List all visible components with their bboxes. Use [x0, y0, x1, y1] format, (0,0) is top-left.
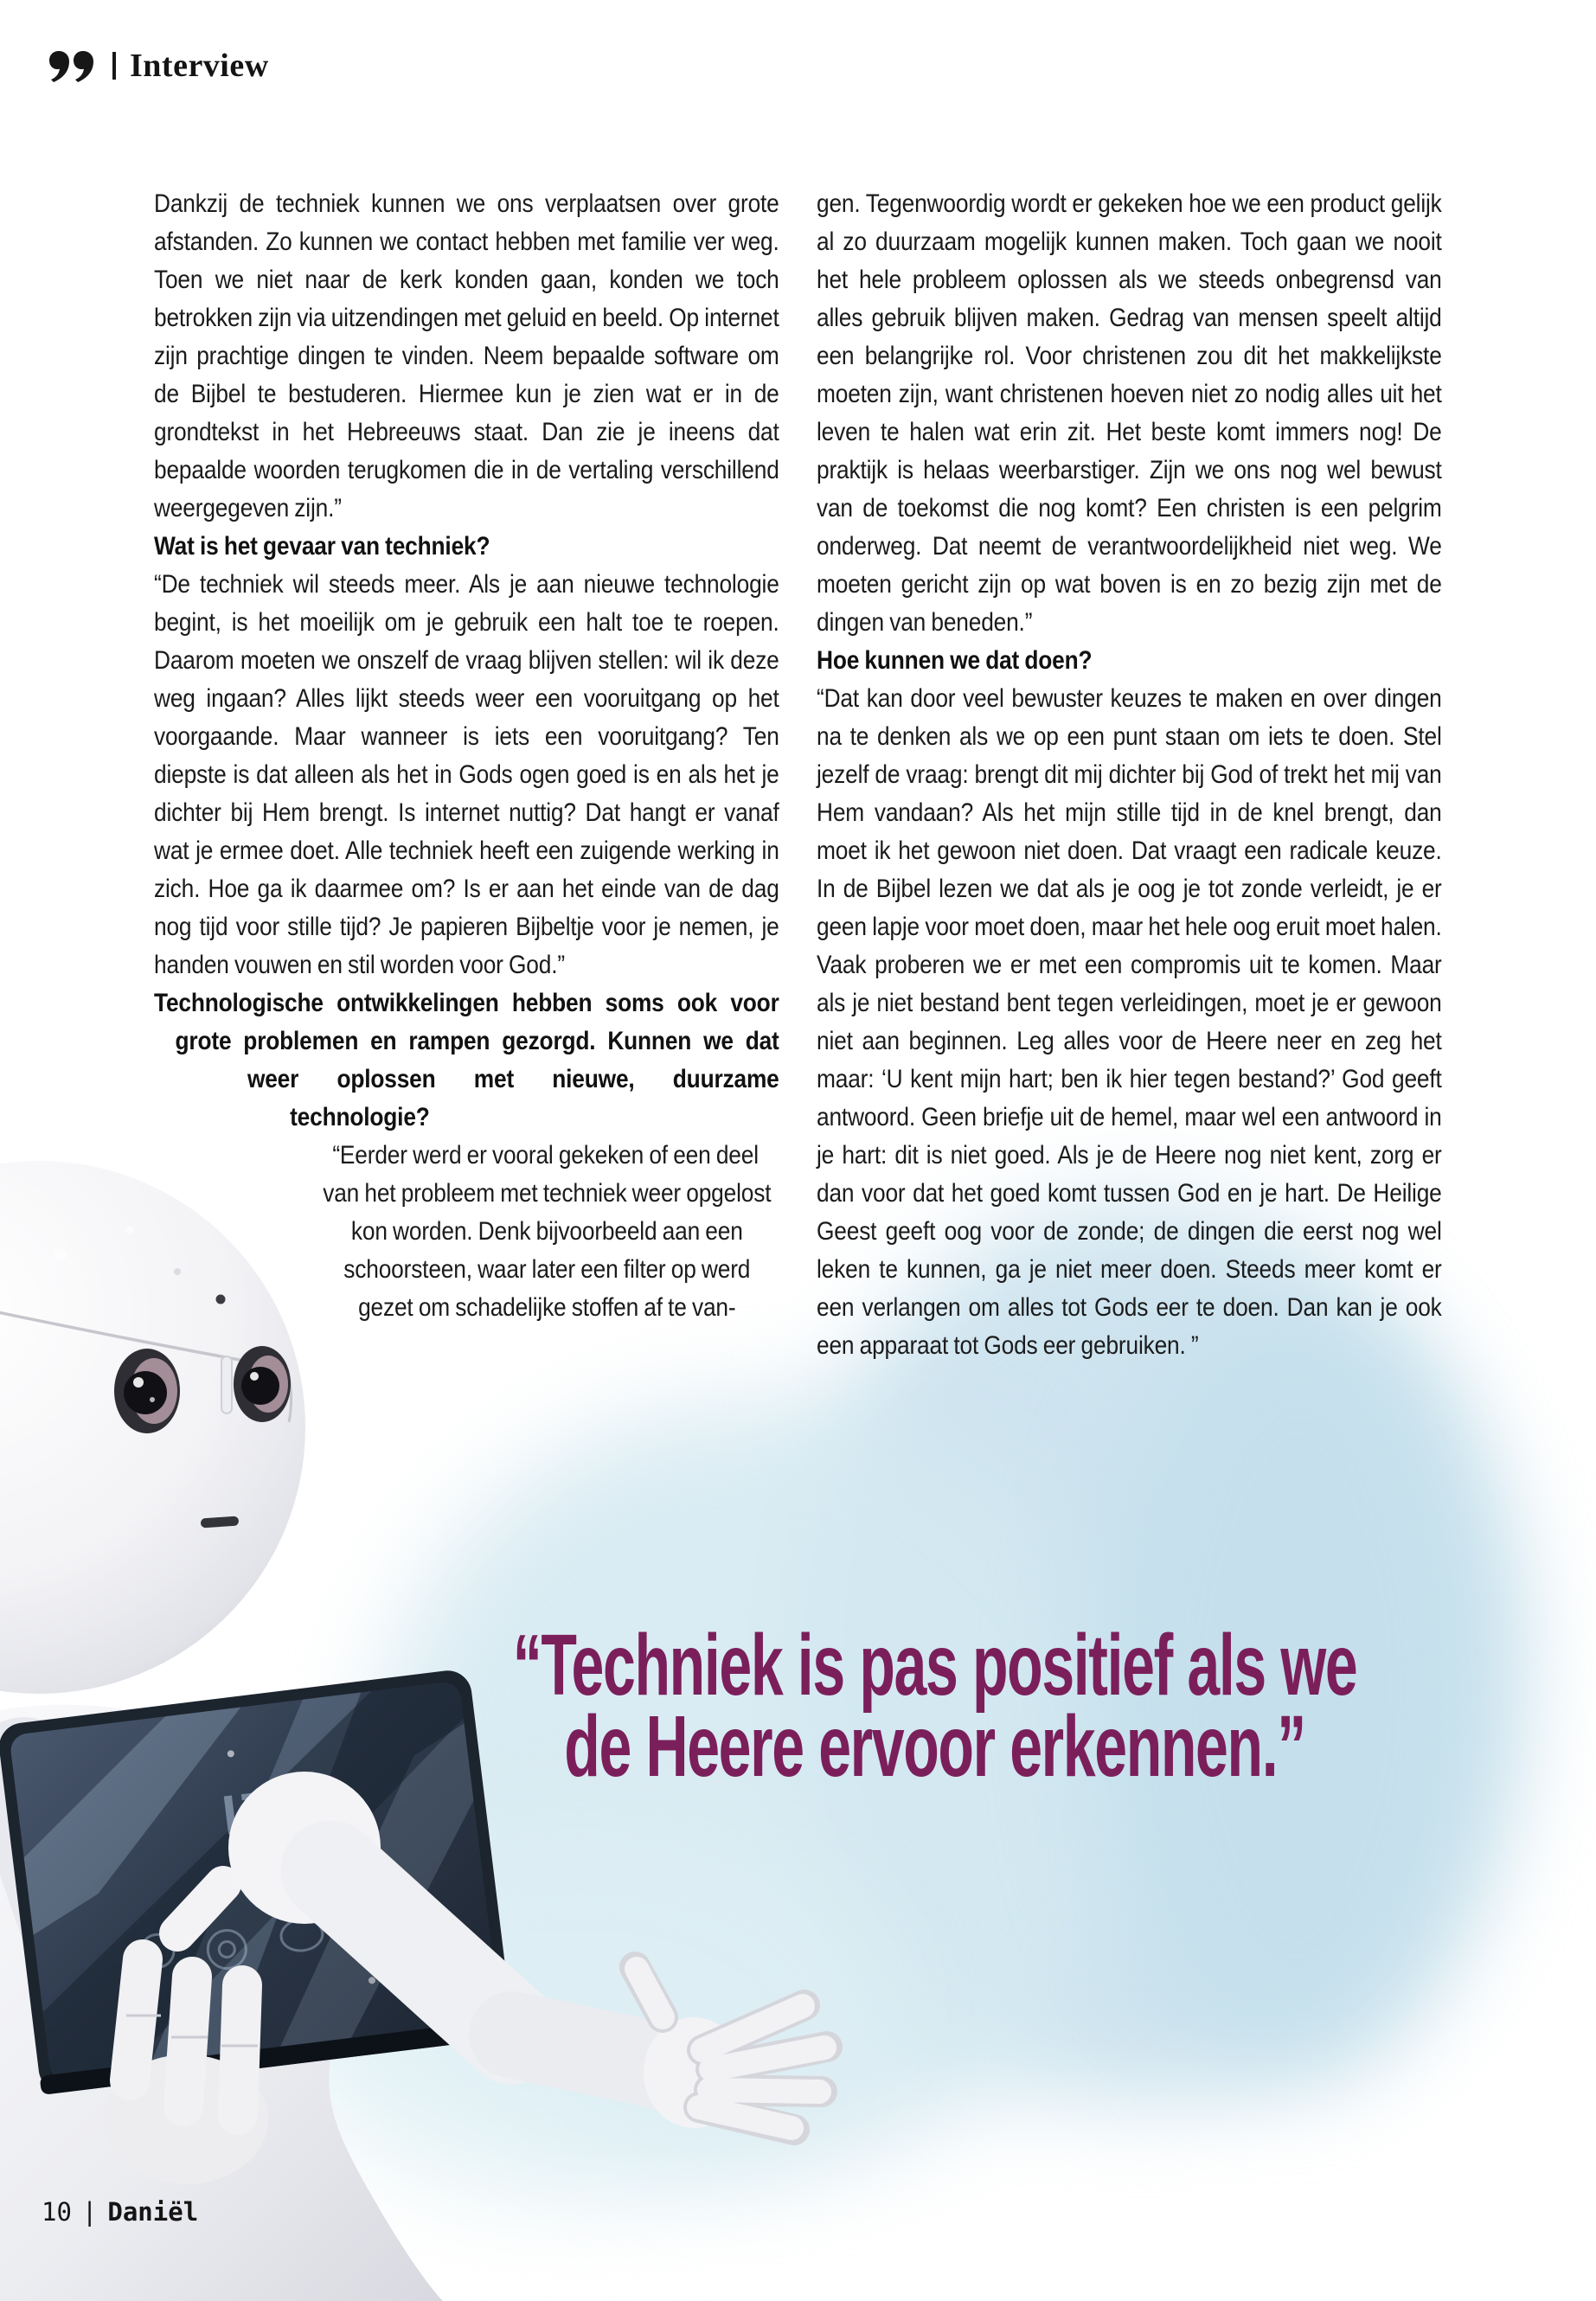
question-heading: Wat is het gevaar van techniek? — [154, 532, 490, 561]
page-footer — [42, 2197, 198, 2227]
magazine-name: Daniël — [107, 2197, 199, 2227]
body-paragraph: “Dat kan door veel bewuster keuzes te maken en over dingen na te denken als we op een punt staan om iets te doen. Stel jezelf de vraag: brengt dit mij dichter bij God of trekt het mij van Hem vandaan? Als het mijn stille tijd in de knel brengt, dan moet ik het gewoon niet doen. Dat vraagt een radicale keuze. In de Bijbel lezen we dat als je oog je tot zonde verleidt, je er geen lapje voor moet doen, maar het hele oog eruit moet halen. Vaak proberen we er met een compromis uit te komen. Maar als je niet bestand bent tegen verleidingen, moet je er gewoon niet aan beginnen. Leg alles voor de Heere neer en zeg het maar: ‘U kent mijn hart; ben ik hier tegen bestand?’ God geeft antwoord. Geen briefje uit de hemel, maar wel een antwoord in je hart: dit is niet goed. Als je de Heere nog niet kent, zorg er dan voor dat het goed komt tussen God en je hart. De Heilige Geest geeft oog voor de zonde; de dingen die eerst nog wel leken te kunnen, ga je niet meer doen. Steeds meer komt er een verlangen om alles tot Gods eer te doen. Dan kan je ook een apparaat tot Gods eer gebruiken. ” — [817, 684, 1442, 1360]
double-quote-icon — [48, 49, 99, 82]
footer-divider: | — [81, 2197, 98, 2227]
section-header — [48, 47, 269, 85]
question-heading: Hoe kunnen we dat doen? — [817, 646, 1093, 675]
body-paragraph: gen. Tegenwoordig wordt er gekeken hoe we een product gelijk al zo duurzaam mogelijk kunnen maken. Toch gaan we nooit het hele probleem oplossen als we steeds onbegrensd van alles gebruik blijven maken. Gedrag van mensen speelt altijd een belangrijke rol. Voor christenen zou dit het makkelijkste moeten zijn, want christenen hoeven niet zo nodig alles uit het leven te halen wat erin zit. Het beste komt immers nog! De praktijk is helaas weerbarstiger. Zijn we ons nog wel bewust van de toekomst die nog komt? Een christen is een pelgrim onderweg. Dat neemt de verantwoordelijkheid niet weg. We moeten gericht zijn op wat boven is en zo bezig zijn met de dingen van beneden.” — [817, 189, 1442, 637]
body-paragraph: “Eerder werd er vooral gekeken of een deel van het probleem met techniek weer opgelost kon worden. Denk bijvoorbeeld aan een schoorsteen, waar later een filter op werd gezet om schadelijke stoffen af te van- — [323, 1141, 772, 1322]
pull-quote — [483, 1617, 1387, 1795]
page-title: Interview — [130, 48, 269, 84]
header-divider — [112, 52, 116, 80]
pull-quote-line: “Techniek is pas positief als we — [512, 1617, 1357, 1714]
pull-quote-line: de Heere ervoor erkennen.” — [564, 1698, 1305, 1795]
body-paragraph: “De techniek wil steeds meer. Als je aan nieuwe technologie begint, is het moeilijk om je gebruik een halt toe te roepen. Daarom moeten we onszelf de vraag blijven stellen: wil ik deze weg ingaan? Alles lijkt steeds weer een vooruitgang op het voorgaande. Maar wanneer is iets een vooruitgang? Ten diepste is dat alleen als het in Gods ogen goed is en als het je dichter bij Hem brengt. Is internet nuttig? Dat hangt er vanaf wat je ermee doet. Alle techniek heeft een zuigende werking in zich. Hoe ga ik daarmee om? Is er aan het einde van de dag nog tijd voor stille tijd? Je papieren Bijbeltje voor je nemen, je handen vouwen en stil worden voor God.” — [154, 570, 779, 979]
article-column-left — [154, 185, 779, 1434]
question-heading: Technologische ontwikkelingen hebben soms ook voor grote problemen en rampen gezorgd. Kunnen we dat weer oplossen met nieuwe, duurzame technologie? — [154, 989, 779, 1131]
body-paragraph: Dankzij de techniek kunnen we ons verplaatsen over grote afstanden. Zo kunnen we contact hebben met familie ver weg. Toen we niet naar de kerk konden gaan, konden we toch betrokken zijn via uitzendingen met geluid en beeld. Op internet zijn prachtige dingen te vinden. Neem bepaalde software om de Bijbel te bestuderen. Hiermee kun je zien wat er in de grondtekst in het Hebreeuws staat. Dan zie je ineens dat bepaalde woorden terugkomen die in de vertaling verschillend weergegeven zijn.” — [154, 189, 779, 522]
page-number: 10 — [42, 2197, 72, 2227]
article-column-right — [817, 185, 1442, 1365]
